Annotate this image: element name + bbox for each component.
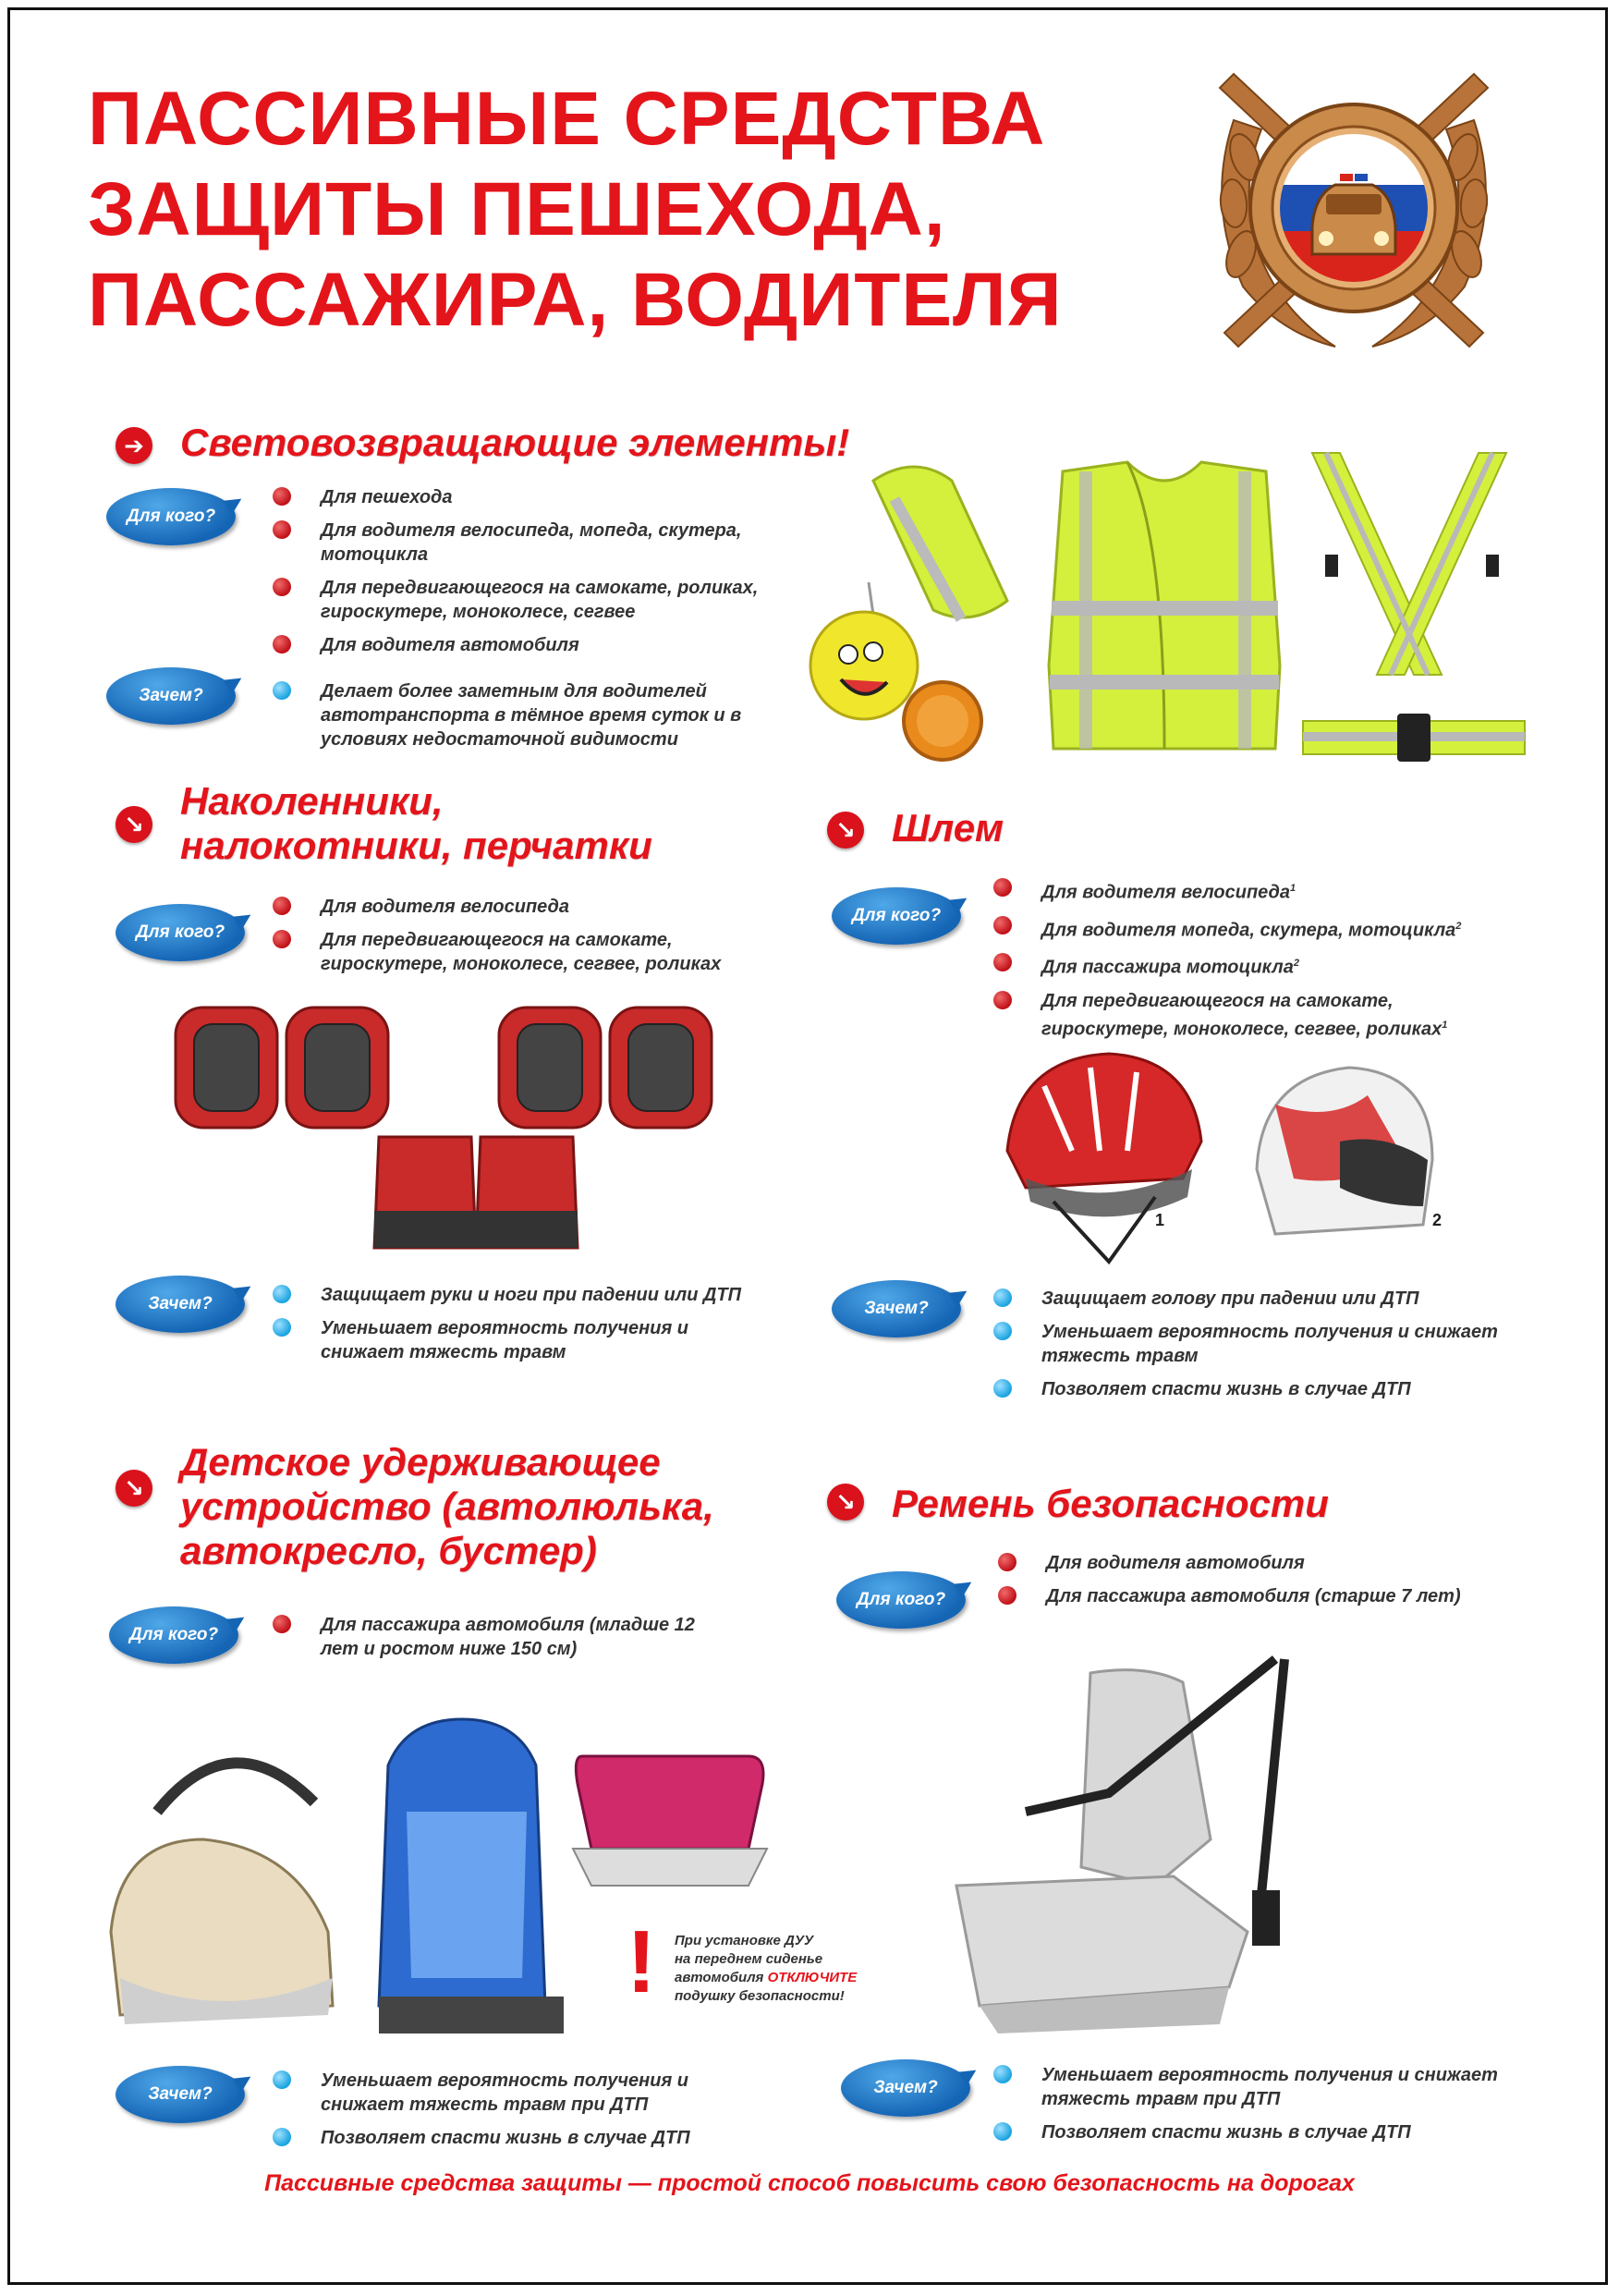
list-item: Для водителя велосипеда, мопеда, скутера, мотоцикла	[273, 519, 790, 567]
helmet-illustration	[998, 1049, 1479, 1271]
pads-gloves-illustration	[166, 998, 739, 1266]
list-item: Для пассажира мотоцикла$^2$	[993, 951, 1511, 980]
why-badge: Зачем?	[832, 1280, 961, 1337]
for-whom-badge: Для кого?	[832, 887, 961, 945]
list-item: Для водителя автомобиля	[998, 1551, 1479, 1575]
list-item: Для водителя велосипеда$^1$	[993, 876, 1511, 905]
booster-seat-icon	[573, 1756, 767, 1886]
list-item: Для водителя автомобиля	[273, 633, 790, 657]
list-item: Уменьшает вероятность получения и снижает тяжесть травм при ДТП	[273, 2069, 753, 2117]
list-item: Защищает голову при падении или ДТП	[993, 1287, 1511, 1311]
section-title-line: Наколенники,	[180, 779, 444, 823]
pads-why-list	[273, 1283, 753, 1374]
list-item: Защищает руки и ноги при падении или ДТП	[273, 1283, 753, 1307]
poster-title	[88, 74, 1197, 346]
reflective-elements-illustration	[776, 444, 1534, 776]
arrow-right-icon: ➔	[116, 427, 152, 464]
child-seat-for-whom-list	[273, 1613, 735, 1670]
child-seats-illustration	[102, 1701, 822, 2061]
section-title-child-seat	[180, 1440, 714, 1573]
list-item: Для пассажира автомобиля (младше 12 лет и ростом ниже 150 см)	[273, 1613, 735, 1661]
for-whom-badge: Для кого?	[836, 1571, 966, 1629]
section-title-helmet: Шлем	[892, 806, 1004, 849]
why-badge: Зачем?	[841, 2059, 970, 2117]
reflective-bracelet-icon	[873, 467, 1007, 619]
child-seat-why-list	[273, 2069, 753, 2159]
list-item: Позволяет спасти жизнь в случае ДТП	[273, 2126, 753, 2150]
airbag-warning: При установке ДУУ на переднем сиденье автомобиля ОТКЛЮЧИТЕ подушку безопасности!	[675, 1933, 858, 2004]
list-item: Делает более заметным для водителей автотранспорта в тёмное время суток и в условиях недостаточной видимости	[273, 679, 772, 751]
pads-for-whom-list	[273, 895, 772, 985]
seatbelt-for-whom-list	[998, 1551, 1479, 1618]
why-badge: Зачем?	[116, 1276, 245, 1333]
car-seat-icon	[379, 1719, 564, 2033]
list-item: Для пешехода	[273, 485, 790, 509]
why-badge: Зачем?	[116, 2066, 245, 2123]
list-item: Для водителя велосипеда	[273, 895, 772, 919]
bicycle-helmet-icon	[1007, 1054, 1201, 1262]
list-item: Уменьшает вероятность получения и снижает тяжесть травм	[993, 1320, 1511, 1368]
seatbelt-why-list	[993, 2063, 1511, 2154]
list-item: Уменьшает вероятность получения и снижает тяжесть травм	[273, 1316, 753, 1364]
list-item: Для передвигающегося на самокате, гироскутере, моноколесе, сегвее, роликах	[273, 928, 772, 976]
helmet-for-whom-list	[993, 876, 1511, 1051]
section-title-line: налокотники, перчатки	[180, 824, 652, 867]
arrow-down-right-icon: ↘	[827, 1484, 864, 1520]
glove-icon	[374, 1137, 578, 1248]
infant-carrier-icon	[111, 1763, 333, 2024]
section-title-seatbelt: Ремень безопасности	[892, 1482, 1329, 1525]
smiley-keychain-icon	[810, 582, 918, 719]
reflective-vest-icon	[1049, 462, 1280, 749]
reflective-harness-icon	[1303, 453, 1525, 762]
title-line: ЗАЩИТЫ ПЕШЕХОДА,	[88, 167, 946, 251]
section-title-line: устройство (автолюлька,	[180, 1484, 714, 1528]
helmet-number-2: 2	[1432, 1211, 1442, 1229]
title-line: ПАССАЖИРА, ВОДИТЕЛЯ	[88, 258, 1063, 342]
seatbelt-illustration	[943, 1655, 1331, 2043]
helmet-why-list	[993, 1287, 1511, 1411]
arrow-down-right-icon: ↘	[827, 812, 864, 849]
for-whom-badge: Для кого?	[116, 904, 245, 961]
traffic-police-emblem-icon	[1197, 55, 1511, 360]
list-item: Позволяет спасти жизнь в случае ДТП	[993, 1377, 1511, 1401]
for-whom-badge: Для кого?	[109, 1606, 238, 1664]
reflective-for-whom-list	[273, 485, 790, 666]
for-whom-badge: Для кого?	[106, 488, 236, 545]
list-item: Уменьшает вероятность получения и снижает тяжесть травм при ДТП	[993, 2063, 1511, 2111]
arrow-down-right-icon: ↘	[116, 806, 152, 843]
list-item: Позволяет спасти жизнь в случае ДТП	[993, 2120, 1511, 2144]
footer-slogan: Пассивные средства защиты — простой способ повысить свою безопасность на дорогах	[264, 2170, 1355, 2196]
list-item: Для передвигающегося на самокате, гироскутере, моноколесе, сегвее, роликах$^1$	[993, 989, 1511, 1042]
section-title-pads	[180, 779, 652, 868]
title-line: ПАССИВНЫЕ СРЕДСТВА	[88, 77, 1046, 161]
motorcycle-helmet-icon	[1257, 1068, 1432, 1234]
exclamation-icon: !	[627, 1912, 656, 2011]
section-title-reflective: Световозвращающие элементы!	[180, 421, 850, 464]
reflective-why-list	[273, 679, 772, 761]
orange-reflector-icon	[904, 682, 981, 760]
car-seat-with-belt-icon	[956, 1659, 1284, 2033]
why-badge: Зачем?	[106, 667, 236, 725]
list-item: Для пассажира автомобиля (старше 7 лет)	[998, 1584, 1479, 1608]
arrow-down-right-icon: ↘	[116, 1470, 152, 1507]
list-item: Для водителя мопеда, скутера, мотоцикла$^2$	[993, 914, 1511, 943]
section-title-line: автокресло, бустер)	[180, 1529, 597, 1572]
helmet-number-1: 1	[1155, 1211, 1165, 1229]
section-title-line: Детское удерживающее	[180, 1440, 661, 1484]
list-item: Для передвигающегося на самокате, роликах, гироскутере, моноколесе, сегвее	[273, 576, 790, 624]
